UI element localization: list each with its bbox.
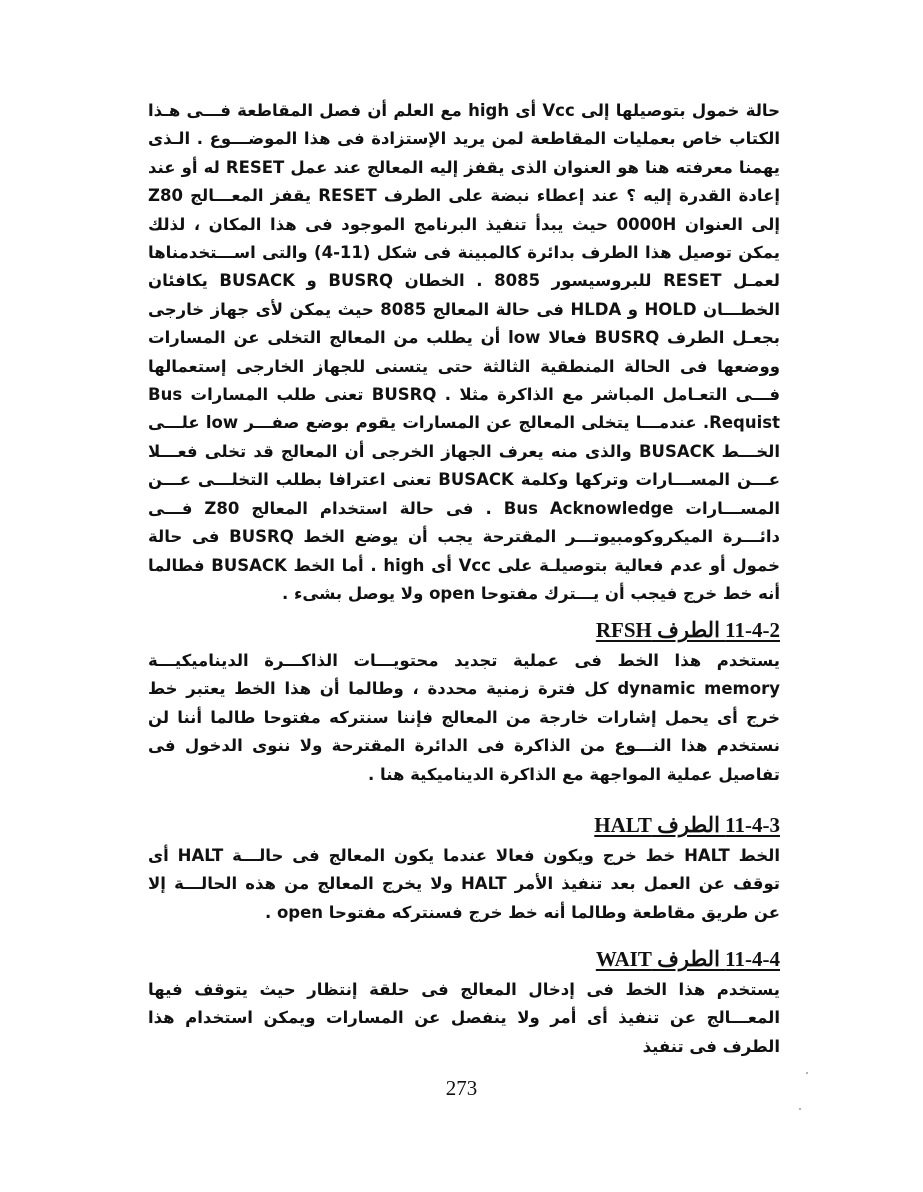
wait-heading: 11-4-4 الطرف WAIT xyxy=(595,947,780,971)
halt-heading: 11-4-3 الطرف HALT xyxy=(594,813,780,837)
wait-paragraph: يستخدم هذا الخط فى إدخال المعالج فى حلقة إنتظار حيث يتوقف فيها المعـــالج عن تنفيذ أى أمر ولا ينفصل عن المسارات ويمكن استخدام هذا الطرف فى تنفيذ xyxy=(148,980,780,1056)
intro-section xyxy=(148,97,780,608)
halt-section xyxy=(148,810,780,927)
scan-speck xyxy=(806,1072,808,1074)
page-number: 273 xyxy=(445,1076,478,1100)
halt-paragraph: الخط HALT خط خرج ويكون فعالا عندما يكون المعالج فى حالـــة HALT أى توقف عن العمل بعد تنفيذ الأمر HALT ولا يخرج المعالج من هذه الحالـــة إلا عن طريق مقاطعة وطالما أنه خط خرج فسنتركه مفتوحا open . xyxy=(148,846,780,922)
rfsh-paragraph: يستخدم هذا الخط فى عملية تجديد محتويـــات الذاكـــرة الديناميكيـــة dynamic memory كل فترة زمنية محددة ، وطالما أن هذا الخط يعتبر خط خرج أى يحمل إشارات خارجة من المعالج فإننا سنتركه مفتوحا طالما أننا لن نستخدم هذا النـــوع من الذاكرة فى الدائرة المقترحة ولا ننوى الدخول فى تفاصيل عملية المواجهة مع الذاكرة الديناميكية هنا . xyxy=(148,651,780,784)
rfsh-heading: 11-4-2 الطرف RFSH xyxy=(595,618,780,642)
wait-section xyxy=(148,944,780,1061)
intro-paragraph: حالة خمول بتوصيلها إلى Vcc أى high مع العلم أن فصل المقاطعة فـــى هـذا الكتاب خاص بعمليات المقاطعة لمن يريد الإستزادة فى هذا الموضـــوع . الـذى يهمنا معرفته هنا هو العنوان الذى يقفز إليه المعالج عند عمل RESET له أو عند إعادة القدرة إليه ؟ عند إعطاء نبضة على الطرف RESET يقفز المعـــالج Z80 إلى العنوان 0000H حيث يبدأ تنفيذ البرنامج الموجود فى هذا المكان ، لذلك يمكن توصيل هذا الطرف بدائرة كالمبينة فى شكل (11-4) والتى اســـتخدمناها لعمـل RESET للبروسيسور 8085 . الخطان BUSRQ و BUSACK يكافئان الخطـــان HOLD و HLDA فى حالة المعالج 8085 حيث يمكن لأى جهاز خارجى بجعـل الطرف BUSRQ فعالا low أن يطلب من المعالج التخلى عن المسارات ووضعها فى الحالة المنطقية الثالثة حتى يتسنى للجهاز الخارجى إستعمالها فـــى التعـامل المباشر مع الذاكرة مثلا . BUSRQ تعنى طلب المسارات Bus Requist. عندمـــا يتخلى المعالج عن المسارات يقوم بوضع صفـــر low علـــى الخـــط BUSACK والذى منه يعرف الجهاز الخرجى أن المعالج قد تخلى فعـــلا عـــن المســـارات وتركها وكلمة BUSACK تعنى اعترافا بطلب التخلـــى عـــن المســـارات Bus Acknowledge . فى حالة استخدام المعالج Z80 فـــى دائـــرة الميكروكومبيوتـــر المقترحة يجب أن يوضع الخط BUSRQ فى حالة خمول أو عدم فعالية بتوصيلـة على Vcc أى high . أما الخط BUSACK فطالما أنه خط خرج فيجب أن يـــترك مفتوحا open ولا يوصل بشىء . xyxy=(148,101,781,603)
rfsh-section xyxy=(148,615,780,789)
scan-speck xyxy=(799,1108,801,1110)
